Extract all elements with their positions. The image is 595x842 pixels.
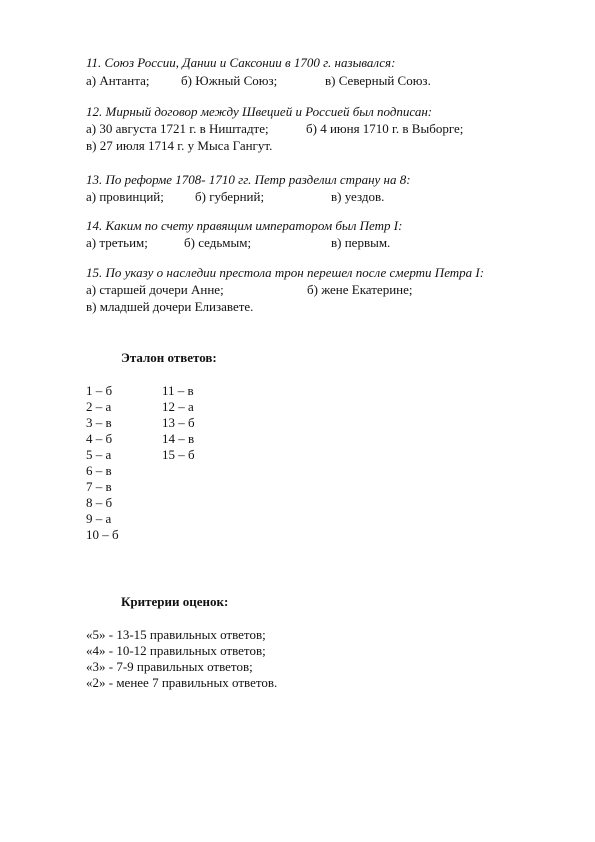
- answer-item: 1 – б: [86, 383, 113, 398]
- question-14-option-b: б) седьмым;: [184, 235, 252, 250]
- answer-item: 10 – б: [86, 527, 119, 542]
- question-12-option-c: в) 27 июля 1714 г. у Мыса Гангут.: [86, 138, 273, 153]
- criteria-item: «3» - 7-9 правильных ответов;: [86, 659, 253, 674]
- question-13-option-c: в) уездов.: [331, 189, 385, 204]
- criteria-item: «4» - 10-12 правильных ответов;: [86, 643, 266, 658]
- criteria-list: [86, 627, 277, 691]
- question-14-option-a: а) третьим;: [86, 235, 148, 250]
- question-15: 15. По указу о наследии престола трон перешел после смерти Петра I:: [86, 265, 485, 280]
- question-15-option-c: в) младшей дочери Елизавете.: [86, 299, 254, 314]
- answer-key-title: Эталон ответов:: [121, 350, 217, 365]
- criteria-item: «5» - 13-15 правильных ответов;: [86, 627, 266, 642]
- answer-key-column-1: [86, 383, 119, 543]
- question-12-option-a: а) 30 августа 1721 г. в Ништадте;: [86, 121, 269, 136]
- answer-item: 4 – б: [86, 431, 113, 446]
- answer-item: 13 – б: [162, 415, 195, 430]
- answer-item: 5 – а: [86, 447, 112, 462]
- answer-item: 3 – в: [86, 415, 112, 430]
- question-15-option-a: а) старшей дочери Анне;: [86, 282, 224, 297]
- question-13-option-b: б) губерний;: [195, 189, 265, 204]
- answer-item: 2 – а: [86, 399, 112, 414]
- answer-item: 11 – в: [162, 383, 194, 398]
- question-11-option-b: б) Южный Союз;: [181, 73, 278, 88]
- question-11-option-c: в) Северный Союз.: [325, 73, 431, 88]
- criteria-title: Критерии оценок:: [121, 594, 229, 609]
- answer-item: 15 – б: [162, 447, 195, 462]
- question-11: 11. Союз России, Дании и Саксонии в 1700 г. назывался:: [86, 55, 396, 70]
- answer-item: 14 – в: [162, 431, 195, 446]
- question-13-option-a: а) провинций;: [86, 189, 164, 204]
- answer-item: 6 – в: [86, 463, 112, 478]
- answer-item: 12 – а: [162, 399, 194, 414]
- question-11-option-a: а) Антанта;: [86, 73, 150, 88]
- question-13: 13. По реформе 1708- 1710 гг. Петр разделил страну на 8:: [86, 172, 411, 187]
- question-14: 14. Каким по счету правящим императором был Петр I:: [86, 218, 403, 233]
- question-14-option-c: в) первым.: [331, 235, 391, 250]
- criteria-item: «2» - менее 7 правильных ответов.: [86, 675, 278, 690]
- answer-item: 9 – а: [86, 511, 112, 526]
- question-12: 12. Мирный договор между Швецией и Россией был подписан:: [86, 104, 433, 119]
- answer-item: 8 – б: [86, 495, 113, 510]
- question-12-option-b: б) 4 июня 1710 г. в Выборге;: [306, 121, 464, 136]
- answer-item: 7 – в: [86, 479, 112, 494]
- answer-key-column-2: [162, 383, 195, 463]
- question-15-option-b: б) жене Екатерине;: [307, 282, 413, 297]
